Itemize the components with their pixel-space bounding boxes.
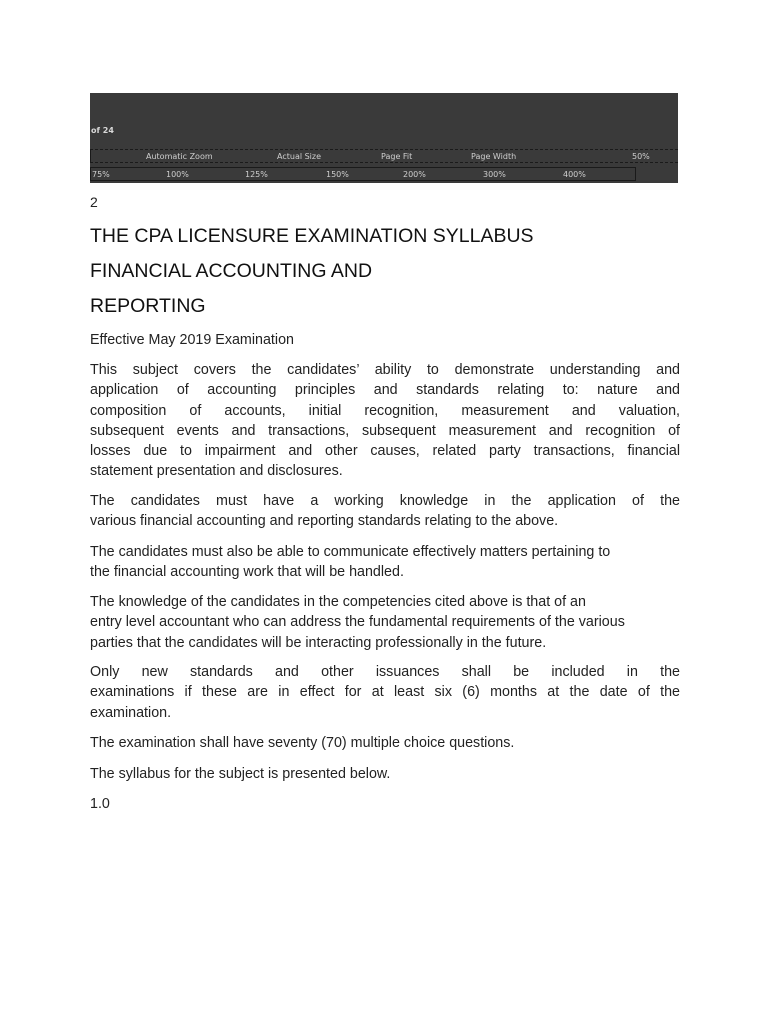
zoom-option-page-width[interactable]: Page Width — [471, 152, 517, 161]
paragraph-line: entry level accountant who can address the fundamental requirements of the various — [90, 614, 625, 631]
paragraph-syllabus-intro: The syllabus for the subject is presented below. — [90, 766, 391, 782]
paragraph-line: Only new standards and other issuances shall be included in the — [90, 664, 680, 680]
page-count-label: of 24 — [91, 126, 114, 135]
paragraph-line: The candidates must have a working knowledge in the application of the — [90, 493, 680, 509]
title-line-1: THE CPA LICENSURE EXAMINATION SYLLABUS — [90, 225, 534, 247]
effective-date: Effective May 2019 Examination — [90, 332, 294, 348]
paragraph-line: examination. — [90, 704, 172, 721]
paragraph-line: examinations if these are in effect for at least six (6) months at the date of the — [90, 684, 680, 701]
zoom-options-row-1 — [90, 149, 678, 163]
paragraph-line: losses due to impairment and other causes, related party transactions, financial — [90, 443, 680, 460]
zoom-option-page-fit[interactable]: Page Fit — [381, 152, 413, 161]
zoom-option-150[interactable]: 150% — [326, 170, 349, 179]
title-line-3: REPORTING — [90, 295, 206, 317]
paragraph-line: application of accounting principles and standards relating to: nature and — [90, 382, 680, 399]
page-number: 2 — [90, 194, 98, 210]
title-line-2: FINANCIAL ACCOUNTING AND — [90, 260, 373, 282]
paragraph-competencies — [90, 592, 680, 653]
section-number: 1.0 — [90, 796, 110, 812]
paragraph-scope — [90, 360, 680, 482]
paragraph-line: parties that the candidates will be interacting professionally in the future. — [90, 634, 547, 651]
zoom-option-400[interactable]: 400% — [563, 170, 586, 179]
paragraph-line: The candidates must also be able to communicate effectively matters pertaining to — [90, 544, 611, 560]
zoom-options-row-2 — [90, 167, 636, 181]
paragraph-line: composition of accounts, initial recognition, measurement and valuation, — [90, 402, 680, 419]
paragraph-line: subsequent events and transactions, subsequent measurement and recognition of — [90, 422, 680, 439]
paragraph-new-standards — [90, 662, 680, 723]
paragraph-line: The knowledge of the candidates in the competencies cited above is that of an — [90, 594, 586, 610]
zoom-option-automatic[interactable]: Automatic Zoom — [146, 152, 213, 161]
zoom-option-100[interactable]: 100% — [166, 170, 189, 179]
zoom-option-actual-size[interactable]: Actual Size — [277, 152, 322, 161]
zoom-option-75[interactable]: 75% — [92, 170, 110, 179]
paragraph-line: the financial accounting work that will be handled. — [90, 564, 404, 581]
paragraph-communicate — [90, 542, 680, 583]
paragraph-working-knowledge — [90, 491, 680, 532]
zoom-option-300[interactable]: 300% — [483, 170, 506, 179]
paragraph-question-count: The examination shall have seventy (70) multiple choice questions. — [90, 735, 515, 751]
paragraph-line: statement presentation and disclosures. — [90, 463, 343, 480]
zoom-option-200[interactable]: 200% — [403, 170, 426, 179]
zoom-option-125[interactable]: 125% — [245, 170, 268, 179]
zoom-option-50[interactable]: 50% — [632, 152, 650, 161]
pdf-viewer-toolbar — [90, 93, 678, 183]
paragraph-line: various financial accounting and reporting standards relating to the above. — [90, 513, 559, 530]
paragraph-line: This subject covers the candidates’ ability to demonstrate understanding and — [90, 362, 680, 378]
